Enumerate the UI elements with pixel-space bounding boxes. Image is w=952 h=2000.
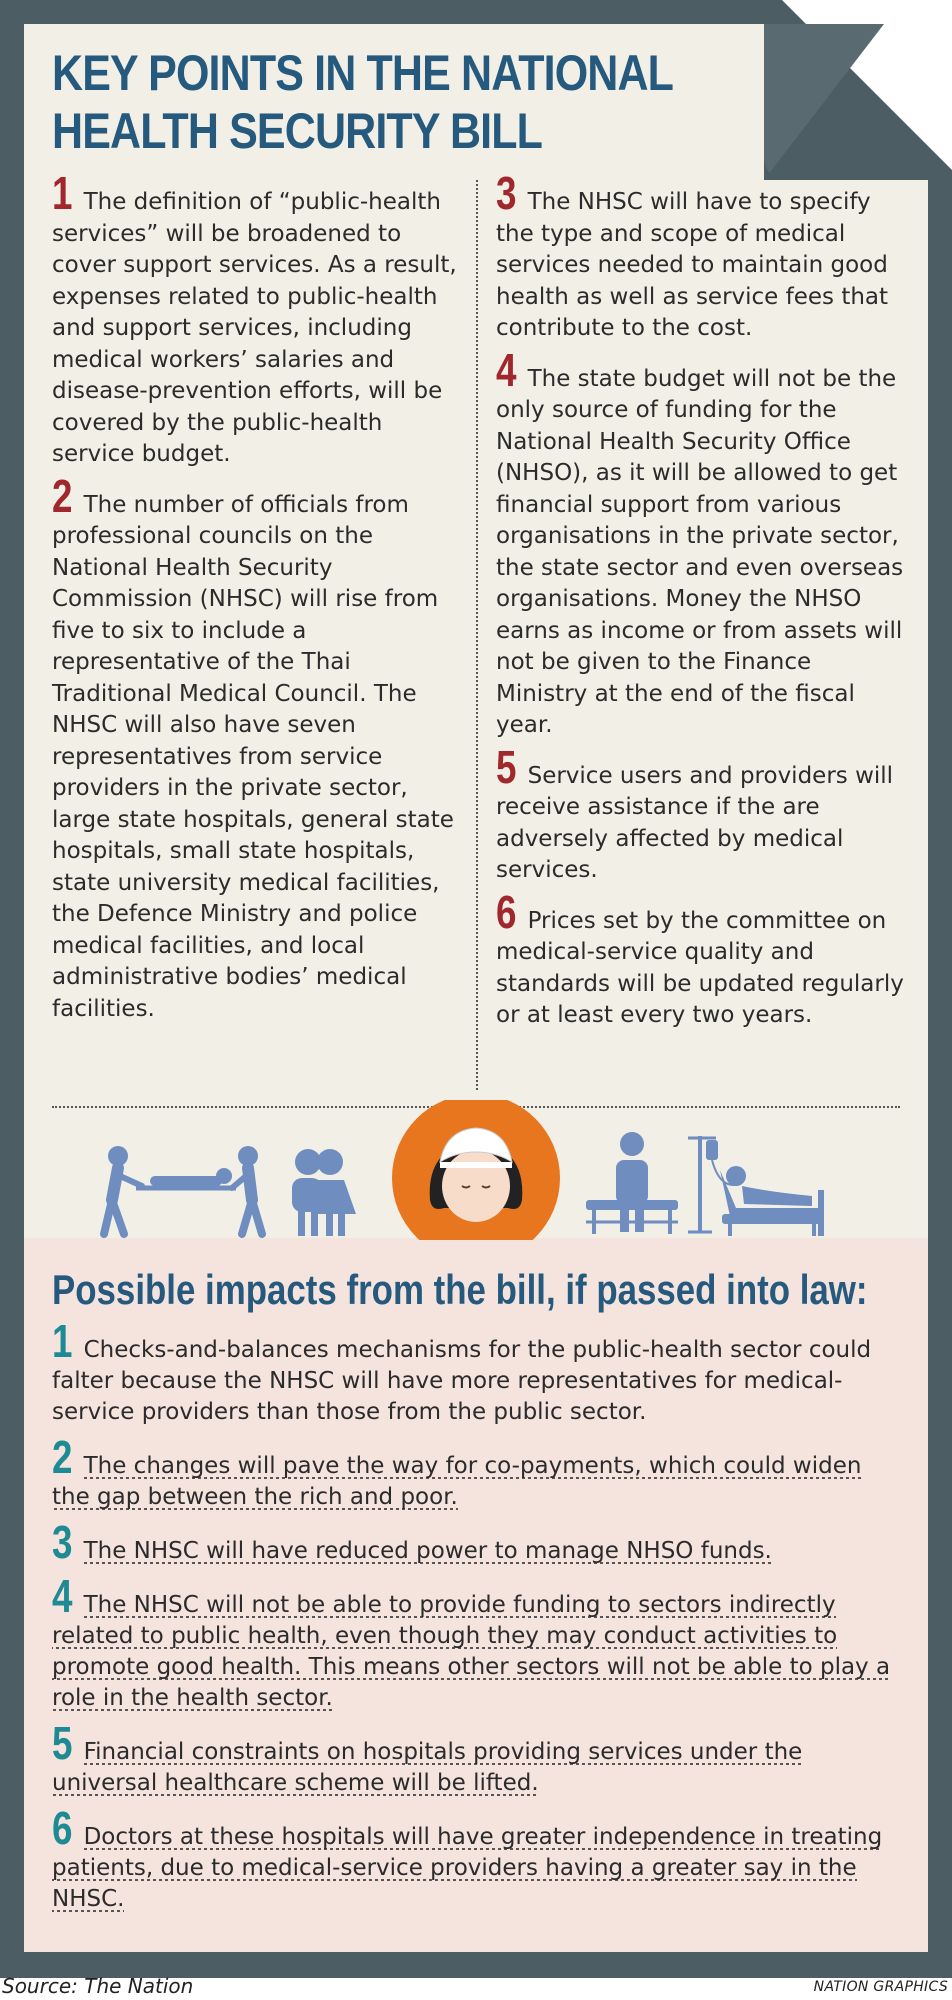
impact-item-6 xyxy=(52,1802,902,1915)
impact-text: The NHSC will have reduced power to manage NHSO funds. xyxy=(83,1538,772,1564)
nurse-icon xyxy=(392,1100,560,1240)
impact-text: The changes will pave the way for co-payments, which could widen the gap between the rich and poor. xyxy=(52,1453,862,1510)
key-point-text: The state budget will not be the only source of funding for the National Health Security Office (NHSO), as it will be allowed to get financial support from various organisations in the private sector, the state sector and even overseas organisations. Money the NHSO earns as income or from assets will not be given to the Finance Ministry at the end of the fiscal year. xyxy=(496,365,904,738)
key-point-text: The definition of “public-health services” will be broadened to cover support services. As a result, expenses related to public-health and support services, including medical workers’ salaries and disease-prevention efforts, will be covered by the public-health service budget. xyxy=(52,189,457,467)
key-point-number: 4 xyxy=(496,343,517,396)
impact-item-3 xyxy=(52,1516,902,1568)
impact-number: 4 xyxy=(52,1570,73,1622)
patient-in-bed-icon xyxy=(688,1136,824,1236)
key-point-text: Service users and providers will receive assistance if the are adversely affected by medical services. xyxy=(496,762,894,883)
key-point-3 xyxy=(496,167,906,345)
source-credit: Source: The Nation xyxy=(2,1974,194,1998)
impact-number: 2 xyxy=(52,1431,73,1483)
stretcher-bearers-icon xyxy=(104,1146,262,1234)
illustration-row xyxy=(0,1100,952,1240)
impacts-heading: Possible impacts from the bill, if passed into law: xyxy=(52,1266,868,1313)
impact-item-2 xyxy=(52,1431,902,1513)
impact-text: The NHSC will not be able to provide funding to sectors indirectly related to public health, even though they may conduct activities to promote good health. This means other sectors will not be able to play a role in the health sector. xyxy=(52,1592,891,1711)
column-divider xyxy=(476,180,478,1090)
impact-item-1 xyxy=(52,1315,902,1428)
key-points-left-column xyxy=(52,167,462,1035)
impact-number: 6 xyxy=(52,1802,73,1854)
impact-number: 1 xyxy=(52,1315,73,1367)
couple-icon xyxy=(292,1149,356,1236)
key-point-6 xyxy=(496,885,906,1032)
key-point-4 xyxy=(496,343,906,742)
doctor-at-bed-icon xyxy=(586,1132,678,1234)
key-point-2 xyxy=(52,469,462,1026)
key-point-number: 3 xyxy=(496,167,517,219)
key-point-text: The number of officials from professional councils on the National Health Security Commission (NHSC) will rise from five to six to include a representative of the Thai Traditional Medical Council. The NHSC will also have seven representatives from service providers in the private sector, large state hospitals, general state hospitals, small state hospitals, state university medical facilities, the Defence Ministry and police medical facilities, and local administrative bodies’ medical facilities. xyxy=(52,491,454,1022)
key-point-text: Prices set by the committee on medical-service quality and standards will be updated regularly or at least every two years. xyxy=(496,907,904,1028)
impact-number: 3 xyxy=(52,1516,73,1568)
key-point-number: 1 xyxy=(52,167,73,219)
impact-number: 5 xyxy=(52,1717,73,1769)
page-fold-icon xyxy=(764,24,884,180)
key-point-5 xyxy=(496,740,906,887)
key-point-number: 6 xyxy=(496,885,517,938)
impact-item-4 xyxy=(52,1570,902,1714)
impact-text: Doctors at these hospitals will have greater independence in treating patients, due to medical-service providers having a greater say in the NHSC. xyxy=(52,1824,883,1912)
impacts-list xyxy=(52,1315,902,1929)
impact-item-5 xyxy=(52,1717,902,1799)
impact-text: Financial constraints on hospitals providing services under the universal healthcare scheme will be lifted. xyxy=(52,1739,803,1796)
impact-text: Checks-and-balances mechanisms for the public-health sector could falter because the NHSC will have more representatives for medical-service providers than those from the public sector. xyxy=(52,1337,872,1425)
key-point-number: 2 xyxy=(52,469,73,522)
graphics-credit: NATION GRAPHICS xyxy=(813,1979,948,1995)
key-points-right-column xyxy=(496,167,906,1042)
page-title: KEY POINTS IN THE NATIONAL HEALTH SECURITY BILL xyxy=(52,45,673,159)
key-point-number: 5 xyxy=(496,740,517,793)
key-point-1 xyxy=(52,167,462,471)
key-point-text: The NHSC will have to specify the type and scope of medical services needed to maintain good health as well as service fees that contribute to the cost. xyxy=(496,189,889,341)
